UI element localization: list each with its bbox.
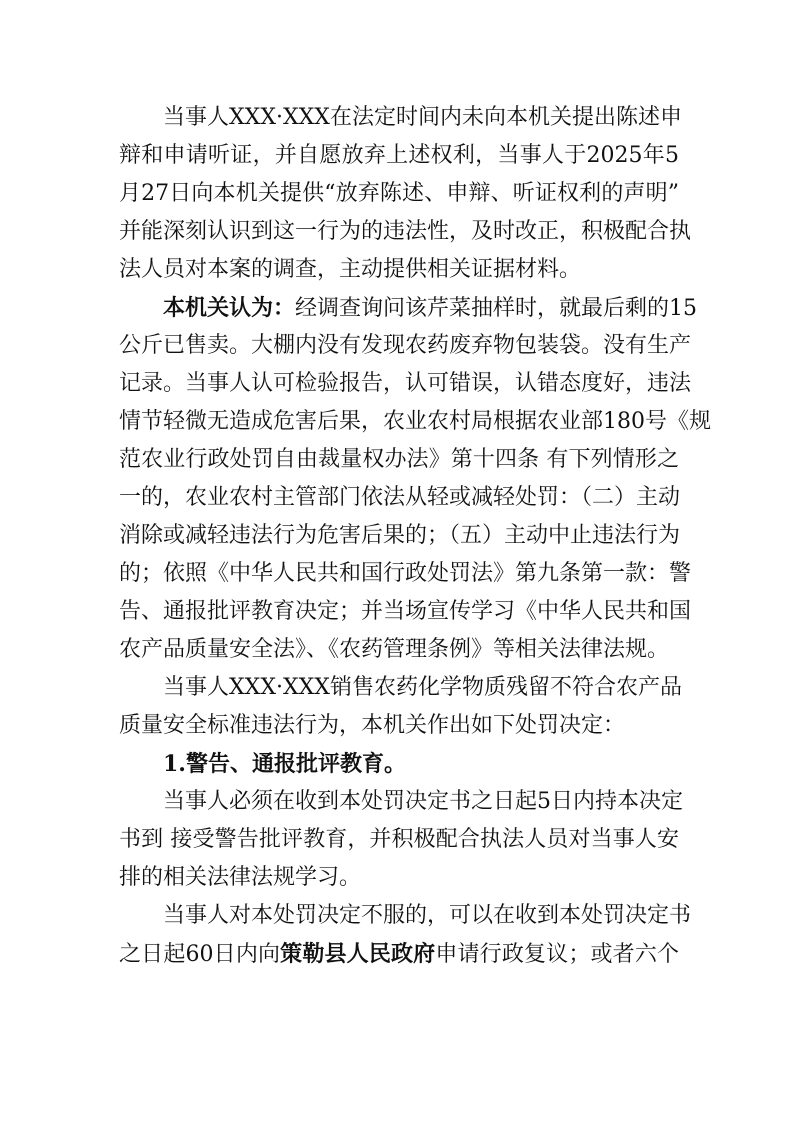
text-line: 当事人必须在收到本处罚决定书之日起5日内持本决定 [119, 789, 683, 814]
text-line: 本机关认为：经调查询问该芹菜抽样时，就最后剩的15 [119, 295, 698, 321]
text-line: 当事人对本处罚决定不服的，可以在收到本处罚决定书 [119, 903, 692, 928]
bold-heading: 本机关认为： [119, 295, 296, 321]
text-line: 记录。当事人认可检验报告，认可错误，认错态度好，违法 [119, 371, 692, 396]
text-line: 之日起60日内向策勒县人民政府申请行政复议；或者六个 [119, 941, 679, 967]
text-line [119, 749, 679, 779]
text-line: 排的相关法律法规学习。 [119, 865, 362, 890]
text-line: 辩和申请听证，并自愿放弃上述权利，当事人于2025年5 [119, 143, 679, 168]
text-line: 的；依照《中华人民共和国行政处罚法》第九条第一款：警 [119, 561, 692, 586]
text-line: 农产品质量安全法》、《农药管理条例》等相关法律法规。 [119, 637, 670, 662]
text-line: 质量安全标准违法行为，本机关作出如下处罚决定： [119, 713, 626, 738]
text-line: 一的，农业农村主管部门依法从轻或减轻处罚：（二）主动 [119, 485, 681, 510]
text-line: 公斤已售卖。大棚内没有发现农药废弃物包装袋。没有生产 [119, 333, 692, 358]
text-line: 月27日向本机关提供“放弃陈述、申辩、听证权利的声明” [119, 181, 679, 206]
penalty-item-heading: 1.警告、通报批评教育。 [119, 751, 406, 777]
text-line: 消除或减轻违法行为危害后果的；（五）主动中止违法行为 [119, 523, 681, 548]
text-line: 情节轻微无造成危害后果，农业农村局根据农业部180号《规 [119, 409, 711, 434]
text-line: 范农业行政处罚自由裁量权办法》第十四条 有下列情形之 [119, 447, 679, 472]
government-name: 策勒县人民政府 [280, 941, 436, 967]
text-line: 书到 接受警告批评教育，并积极配合执法人员对当事人安 [119, 827, 679, 852]
text-line: 并能深刻认识到这一行为的违法性，及时改正，积极配合执 [119, 219, 692, 244]
text-line: 当事人XXX·XXX在法定时间内未向本机关提出陈述申 [119, 105, 682, 130]
text-line: 告、通报批评教育决定；并当场宣传学习《中华人民共和国 [119, 599, 692, 624]
text-line: 当事人XXX·XXX销售农药化学物质残留不符合农产品 [119, 675, 682, 700]
text-line: 法人员对本案的调查，主动提供相关证据材料。 [119, 257, 582, 282]
